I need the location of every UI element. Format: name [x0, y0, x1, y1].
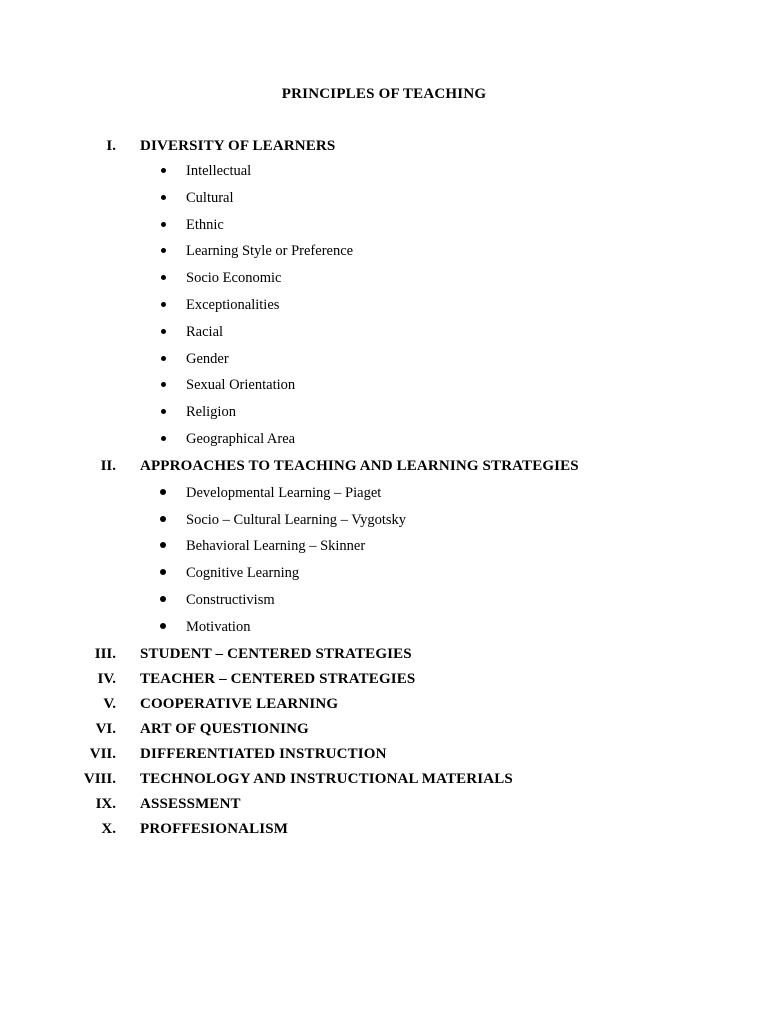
section-heading: [0, 769, 768, 794]
bullet-icon: [161, 409, 166, 414]
outline-section-5: [0, 694, 768, 719]
section-heading: [0, 669, 768, 694]
list-item: [0, 295, 768, 322]
section-title: COOPERATIVE LEARNING: [140, 695, 339, 712]
list-item-text: Geographical Area: [186, 430, 296, 447]
list-item-text: Cultural: [186, 189, 234, 206]
list-item-text: Socio Economic: [186, 270, 282, 287]
list-item: [0, 268, 768, 295]
list-item: [0, 188, 768, 215]
list-item: [0, 536, 768, 563]
list-item-text: Learning Style or Preference: [186, 243, 354, 260]
list-item: [0, 322, 768, 349]
page-title: PRINCIPLES OF TEACHING: [281, 86, 487, 102]
bullet-icon: [161, 356, 166, 361]
outline-section-9: [0, 794, 768, 819]
list-item: [0, 215, 768, 242]
bullet-icon: [161, 248, 166, 253]
list-item: [0, 241, 768, 268]
section-title: DIVERSITY OF LEARNERS: [140, 138, 336, 154]
section-heading: [0, 694, 768, 719]
section-numeral: IX.: [95, 795, 116, 812]
section-numeral: X.: [101, 820, 116, 837]
list-item-text: Intellectual: [186, 163, 252, 179]
list-item: [0, 510, 768, 537]
list-item-text: Religion: [186, 404, 236, 421]
section-title: PROFFESIONALISM: [140, 820, 289, 837]
list-item: [0, 349, 768, 376]
section-heading: [0, 644, 768, 669]
outline-section-4: [0, 669, 768, 694]
bullet-icon: [160, 596, 166, 602]
bullet-icon: [160, 569, 166, 575]
list-item-text: Gender: [186, 350, 229, 367]
section-heading: [0, 136, 768, 161]
section-title: APPROACHES TO TEACHING AND LEARNING STRATEGIES: [140, 457, 579, 474]
bullet-icon: [161, 275, 166, 280]
section-heading: [0, 744, 768, 769]
section-title: STUDENT – CENTERED STRATEGIES: [140, 645, 412, 662]
outline-section-10: [0, 819, 768, 844]
outline-section-2: [0, 456, 768, 644]
outline-section-1: [0, 136, 768, 456]
bullet-icon: [161, 222, 166, 227]
section-numeral: II.: [100, 457, 116, 474]
bullet-list: [0, 483, 768, 644]
list-item-text: Behavioral Learning – Skinner: [186, 538, 366, 555]
list-item-text: Constructivism: [186, 591, 275, 608]
section-numeral: VII.: [89, 745, 116, 762]
section-numeral: I.: [106, 138, 116, 154]
section-title: DIFFERENTIATED INSTRUCTION: [140, 745, 387, 762]
list-item-text: Exceptionalities: [186, 296, 280, 313]
bullet-icon: [160, 623, 166, 629]
list-item: [0, 483, 768, 510]
bullet-icon: [161, 382, 166, 387]
list-item: [0, 617, 768, 644]
list-item: [0, 429, 768, 456]
bullet-icon: [161, 168, 166, 173]
bullet-icon: [160, 542, 166, 548]
section-heading: [0, 719, 768, 744]
section-numeral: VIII.: [83, 770, 116, 787]
section-heading: [0, 794, 768, 819]
section-numeral: VI.: [95, 720, 116, 737]
outline-section-8: [0, 769, 768, 794]
list-item-text: Ethnic: [186, 216, 224, 233]
bullet-icon: [160, 489, 166, 495]
section-title: TEACHER – CENTERED STRATEGIES: [140, 670, 416, 687]
outline-section-6: [0, 719, 768, 744]
section-heading: [0, 456, 768, 483]
outline-section-7: [0, 744, 768, 769]
section-title: TECHNOLOGY AND INSTRUCTIONAL MATERIALS: [140, 770, 513, 787]
outline: [0, 136, 768, 844]
list-item: [0, 402, 768, 429]
list-item-text: Sexual Orientation: [186, 377, 296, 394]
list-item: [0, 375, 768, 402]
list-item-text: Motivation: [186, 618, 251, 635]
section-title: ASSESSMENT: [140, 795, 241, 812]
bullet-icon: [161, 436, 166, 441]
bullet-icon: [161, 329, 166, 334]
list-item-text: Racial: [186, 323, 224, 340]
bullet-icon: [161, 302, 166, 307]
section-title: ART OF QUESTIONING: [140, 720, 309, 737]
bullet-list: [0, 161, 768, 456]
list-item: [0, 161, 768, 188]
section-numeral: IV.: [97, 670, 116, 687]
list-item-text: Developmental Learning – Piaget: [186, 484, 382, 501]
list-item-text: Cognitive Learning: [186, 565, 300, 582]
outline-section-3: [0, 644, 768, 669]
list-item: [0, 590, 768, 617]
section-heading: [0, 819, 768, 844]
list-item-text: Socio – Cultural Learning – Vygotsky: [186, 511, 407, 528]
bullet-icon: [161, 195, 166, 200]
section-numeral: V.: [103, 695, 116, 712]
bullet-icon: [160, 516, 166, 522]
list-item: [0, 563, 768, 590]
section-numeral: III.: [94, 645, 116, 662]
